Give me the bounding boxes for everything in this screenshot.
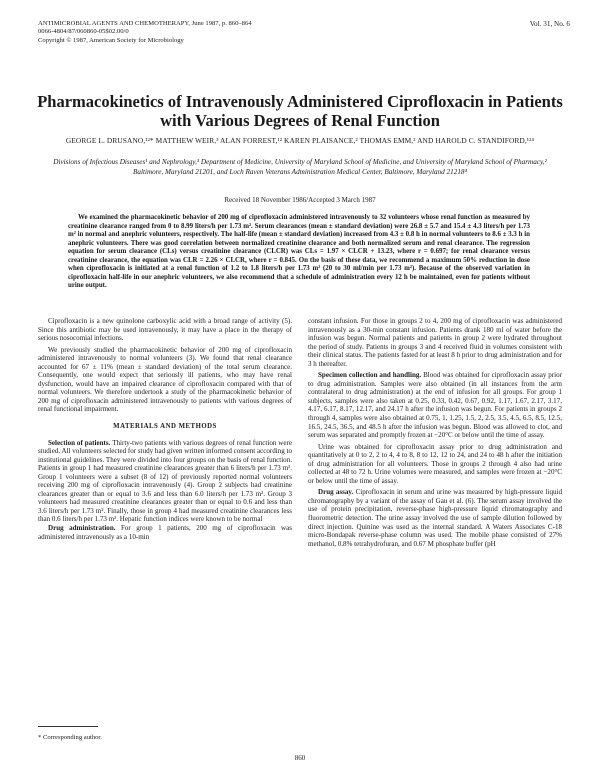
paper-title: Pharmacokinetics of Intravenously Administered Ciprofloxacin in Patients with Various Degrees of Renal Function [37, 92, 563, 130]
footnote: * Corresponding author. [38, 734, 102, 741]
methods-drug-admin [38, 524, 292, 541]
paragraph-text: Ciprofloxacin in serum and urine was measured by high-pressure liquid chromatography by a variant of the assay of Gau et al. (6). The serum assay involved the use of protein precipitation, reverse-phase high-pressure liquid chromatography and fluorometric detection. The urine assay involved the use of sample dilution followed by direct injection. Quinine was used as the internal standard. A Waters Associates C-18 micro-Bondapak reverse-phase column was used. The mobile phase consisted of 27% methanol, 0.8% tetrahydrofuran, and 0.67 M phosphate buffer (pH [308, 488, 562, 548]
author-list: GEORGE L. DRUSANO,¹²* MATTHEW WEIR,³ ALAN FORREST,¹² KAREN PLAISANCE,² THOMAS EMM,² AND HAROLD C. STANDIFORD,¹²⁴ [65, 136, 535, 145]
urine-paragraph: Urine was obtained for ciprofloxacin assay prior to drug administration and quantitatively at 0 to 2, 2 to 4, 4 to 8, 8 to 12, 12 to 24, and 24 to 48 h after the initiation of drug administration for all volunteers. Those in groups 2 through 4 also had urine collected at 48 to 72 h. Urine volumes were measured, and samples were frozen at −20°C or below until the time of assay. [308, 442, 562, 485]
paragraph-text: For group 1 patients, 200 mg of ciprofloxacin was administered intravenously as a 10-min [38, 524, 292, 541]
footnote-rule [38, 726, 98, 727]
run-in-head: Specimen collection and handling. [318, 371, 422, 380]
affiliations: Divisions of Infectious Diseases¹ and Nephrology,³ Department of Medicine, University of Maryland School of Medicine, and University of Maryland School of Pharmacy,² Baltimore, Maryland 21201, and Loch Raven Veterans Administration Medical Center, Baltimore, Maryland 21218⁴ [53, 158, 547, 176]
run-in-head: Drug assay. [318, 488, 354, 497]
paragraph-text: Blood was obtained for ciprofloxacin assay prior to drug administration. Samples were also obtained (in all instances from the arm contralateral to drug administration) at the end of infusion for all groups. For group 1 subjects, samples were also taken at 0.25, 0.33, 0.42, 0.67, 0.92, 1.17, 1.67, 2.17, 3.17, 4.17, 6.17, 8.17, 12.17, and 24.17 h after the infusion was begun. For patients in groups 2 through 4, samples were also obtained at 0.75, 1, 1.25, 1.5, 2, 2.5, 3.5, 4.5, 6.5, 8.5, 12.5, 16.5, 24.5, 36.5, and 48.5 h after the infusion was begun. Blood was allowed to clot, and serum was separated and promptly frozen at −20°C or below until the time of assay. [308, 371, 562, 440]
page-number: 860 [294, 754, 306, 762]
copyright-line: Copyright © 1987, American Society for Microbiology [38, 36, 184, 44]
section-heading: MATERIALS AND METHODS [113, 423, 217, 431]
paragraph-text: Thirty-two patients with various degrees of renal function were studied. All volunteers selected for study had given written informed consent according to institutional guidelines. They were divided into four groups on the basis of renal function. Patients in group 1 had measured creatinine clearances greater than 6 liters/h per 1.73 m². Group 1 volunteers were a subset (8 of 12) of previously reported normal volunteers receiving 200 mg of ciprofloxacin intravenously (4). Group 2 subjects had creatinine clearances greater than or equal to 3.6 and less than 6.0 liters/h per 1.73 m². Group 3 volunteers had measured creatinine clearances greater than or equal to 0.6 and less than 3.6 liters/h per 1.73 m². Finally, those in group 4 had measured creatinine clearances less than 0.6 liters/h per 1.73 m². Hepatic function indices were known to be normal [38, 438, 292, 524]
run-in-head: Selection of patients. [48, 438, 111, 447]
intro-paragraph-1: Ciprofloxacin is a new quinolone carboxylic acid with a broad range of activity (5). Since this antibiotic may be used intravenously, it may have a place in the therapy of serious nosocomial infections. [38, 317, 292, 343]
journal-line: ANTIMICROBIAL AGENTS AND CHEMOTHERAPY, June 1987, p. 860–864 [38, 20, 252, 27]
methods-patients [38, 439, 292, 524]
intro-paragraph-2: We previously studied the pharmacokinetic behavior of 200 mg of ciprofloxacin administered intravenously to normal volunteers (3). We found that renal clearance accounted for 67 ± 11% (mean ± standard deviation) of the total serum clearance. Consequently, one would expect that seriously ill patients, who may have renal dysfunction, would have an impaired clearance of ciprofloxacin compared with that of normal volunteers. We therefore undertook a study of the pharmacokinetic behavior of 200 mg of ciprofloxacin administered intravenously to patients with various degrees of renal functional impairment. [38, 345, 292, 414]
left-column [38, 317, 292, 541]
volume-label: Vol. 31, No. 6 [529, 20, 570, 28]
infusion-paragraph: constant infusion. For those in groups 2 to 4, 200 mg of ciprofloxacin was administered intravenously as a 30-min constant infusion. Patients drank 180 ml of water before the infusion was begun. Normal patients and patients in group 2 were hydrated throughout the period of study. Patients in groups 3 and 4 received fluid in volumes consistent with their clinical status. The patients fasted for at least 8 h prior to drug administration and for 3 h thereafter. [308, 317, 562, 368]
abstract: We examined the pharmacokinetic behavior of 200 mg of ciprofloxacin administered intravenously to 32 volunteers whose renal function as measured by creatinine clearance ranged from 0 to 8.99 liters/h per 1.73 m². Serum clearances (mean ± standard deviation) were 26.8 ± 5.7 and 15.4 ± 4.3 liters/h per 1.73 m² in normal and anephric volunteers, respectively. The half-life (mean ± standard deviation) increased from 4.3 ± 0.8 h in normal volunteers to 8.6 ± 3.3 h in anephric volunteers. There was good correlation between normalized creatinine clearance and both normalized serum and renal clearance. The regression equation for serum clearance (CLs) versus creatinine clearance (CLCR) was CLs = 1.97 × CLCR + 13.23, where r = 0.697; for renal clearance versus creatinine clearance, the equation was CLR = 2.26 × CLCR, where r = 0.845. On the basis of these data, we recommend a maximum 50% reduction in dose when ciprofloxacin is initiated at a renal function of 1.2 to 1.8 liters/h per 1.73 m² (20 to 30 ml/min per 1.73 m²). Because of the observed variation in ciprofloxacin half-life in our anephric volunteers, we also recommend that a schedule of administration every 12 h be maintained, even for patients without urine output. [68, 214, 530, 289]
run-in-head: Drug administration. [48, 524, 116, 533]
received-date: Received 18 November 1986/Accepted 3 March 1987 [224, 196, 376, 204]
specimen-paragraph [308, 371, 562, 439]
drug-assay-paragraph [308, 488, 562, 548]
running-header [38, 20, 570, 45]
right-column [308, 317, 562, 548]
issn-line: 0066-4804/87/060860-05$02.00/0 [38, 28, 129, 36]
